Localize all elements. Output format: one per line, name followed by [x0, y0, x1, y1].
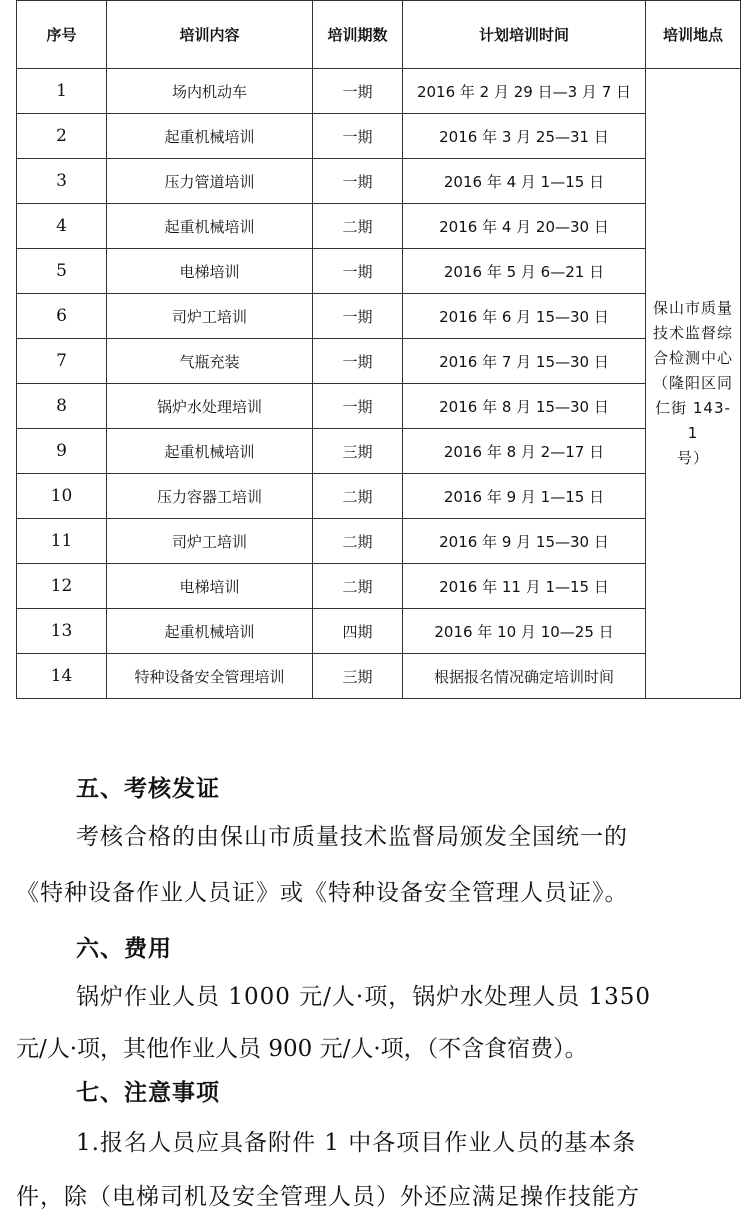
- cell-time: 2016 年 11 月 1—15 日: [403, 564, 646, 609]
- cell-period: 二期: [313, 474, 403, 519]
- cell-time: 2016 年 9 月 1—15 日: [403, 474, 646, 519]
- table-row: [17, 204, 741, 249]
- cell-time: 2016 年 4 月 1—15 日: [403, 159, 646, 204]
- cell-period: 二期: [313, 204, 403, 249]
- cell-time: 2016 年 4 月 20—30 日: [403, 204, 646, 249]
- table-row: [17, 249, 741, 294]
- section-7-line-1: 1.报名人员应具备附件 1 中各项目作业人员的基本条: [76, 1130, 637, 1156]
- cell-time: 2016 年 7 月 15—30 日: [403, 339, 646, 384]
- cell-serial: 12: [17, 564, 107, 609]
- table-row: [17, 69, 741, 114]
- cell-period: 三期: [313, 654, 403, 699]
- table-row: [17, 564, 741, 609]
- cell-serial: 6: [17, 294, 107, 339]
- section-5-line-2: 《特种设备作业人员证》或《特种设备安全管理人员证》。: [16, 880, 629, 906]
- section-6-line-2: 元/人·项，其他作业人员 900 元/人·项，（不含食宿费）。: [16, 1036, 588, 1062]
- cell-serial: 2: [17, 114, 107, 159]
- cell-content: 压力管道培训: [107, 159, 313, 204]
- cell-serial: 4: [17, 204, 107, 249]
- cell-content: 起重机械培训: [107, 204, 313, 249]
- table-row: [17, 294, 741, 339]
- cell-serial: 11: [17, 519, 107, 564]
- header-serial: 序号: [17, 1, 107, 69]
- cell-content: 电梯培训: [107, 564, 313, 609]
- cell-content: 起重机械培训: [107, 609, 313, 654]
- table-header-row: [17, 1, 741, 69]
- cell-period: 四期: [313, 609, 403, 654]
- section-5-line-1: 考核合格的由保山市质量技术监督局颁发全国统一的: [76, 824, 628, 850]
- cell-content: 起重机械培训: [107, 429, 313, 474]
- cell-content: 司炉工培训: [107, 294, 313, 339]
- cell-period: 一期: [313, 249, 403, 294]
- section-6-title: 六、费用: [76, 936, 172, 962]
- cell-time: 根据报名情况确定培训时间: [403, 654, 646, 699]
- cell-period: 一期: [313, 294, 403, 339]
- cell-serial: 1: [17, 69, 107, 114]
- cell-content: 司炉工培训: [107, 519, 313, 564]
- cell-serial: 3: [17, 159, 107, 204]
- header-location: 培训地点: [646, 1, 741, 69]
- table-row: [17, 429, 741, 474]
- location-line: 保山市质量: [652, 299, 733, 317]
- cell-content: 场内机动车: [107, 69, 313, 114]
- cell-content: 锅炉水处理培训: [107, 384, 313, 429]
- location-line: 合检测中心: [652, 349, 733, 367]
- cell-serial: 5: [17, 249, 107, 294]
- location-line: 仁街 143-1: [655, 399, 731, 442]
- cell-period: 二期: [313, 564, 403, 609]
- cell-period: 二期: [313, 519, 403, 564]
- cell-period: 三期: [313, 429, 403, 474]
- cell-content: 气瓶充装: [107, 339, 313, 384]
- cell-location: [646, 69, 741, 699]
- cell-period: 一期: [313, 114, 403, 159]
- cell-time: 2016 年 9 月 15—30 日: [403, 519, 646, 564]
- cell-serial: 14: [17, 654, 107, 699]
- header-period: 培训期数: [313, 1, 403, 69]
- cell-content: 电梯培训: [107, 249, 313, 294]
- section-7-title: 七、注意事项: [76, 1080, 220, 1106]
- cell-time: 2016 年 8 月 15—30 日: [403, 384, 646, 429]
- cell-serial: 10: [17, 474, 107, 519]
- table-row: [17, 159, 741, 204]
- section-6-line-1: 锅炉作业人员 1000 元/人·项，锅炉水处理人员 1350: [76, 984, 652, 1010]
- training-schedule-table: [16, 0, 741, 699]
- cell-period: 一期: [313, 159, 403, 204]
- header-content: 培训内容: [107, 1, 313, 69]
- cell-period: 一期: [313, 339, 403, 384]
- section-7-line-2: 件，除（电梯司机及安全管理人员）外还应满足操作技能方: [16, 1184, 640, 1210]
- location-line: 号）: [676, 449, 709, 467]
- table-body: [17, 69, 741, 699]
- table-row: [17, 519, 741, 564]
- cell-time: 2016 年 6 月 15—30 日: [403, 294, 646, 339]
- cell-time: 2016 年 3 月 25—31 日: [403, 114, 646, 159]
- table-row: [17, 609, 741, 654]
- cell-content: 特种设备安全管理培训: [107, 654, 313, 699]
- cell-time: 2016 年 2 月 29 日—3 月 7 日: [403, 69, 646, 114]
- cell-serial: 7: [17, 339, 107, 384]
- cell-serial: 9: [17, 429, 107, 474]
- table-row: [17, 114, 741, 159]
- section-5-title: 五、考核发证: [76, 776, 220, 802]
- table-row: [17, 654, 741, 699]
- header-time: 计划培训时间: [403, 1, 646, 69]
- location-line: （隆阳区同: [652, 374, 733, 392]
- cell-serial: 8: [17, 384, 107, 429]
- cell-time: 2016 年 8 月 2—17 日: [403, 429, 646, 474]
- cell-period: 一期: [313, 69, 403, 114]
- table-row: [17, 384, 741, 429]
- table-row: [17, 474, 741, 519]
- location-line: 技术监督综: [652, 324, 733, 342]
- cell-time: 2016 年 10 月 10—25 日: [403, 609, 646, 654]
- cell-period: 一期: [313, 384, 403, 429]
- cell-time: 2016 年 5 月 6—21 日: [403, 249, 646, 294]
- cell-content: 起重机械培训: [107, 114, 313, 159]
- cell-serial: 13: [17, 609, 107, 654]
- cell-content: 压力容器工培训: [107, 474, 313, 519]
- table-row: [17, 339, 741, 384]
